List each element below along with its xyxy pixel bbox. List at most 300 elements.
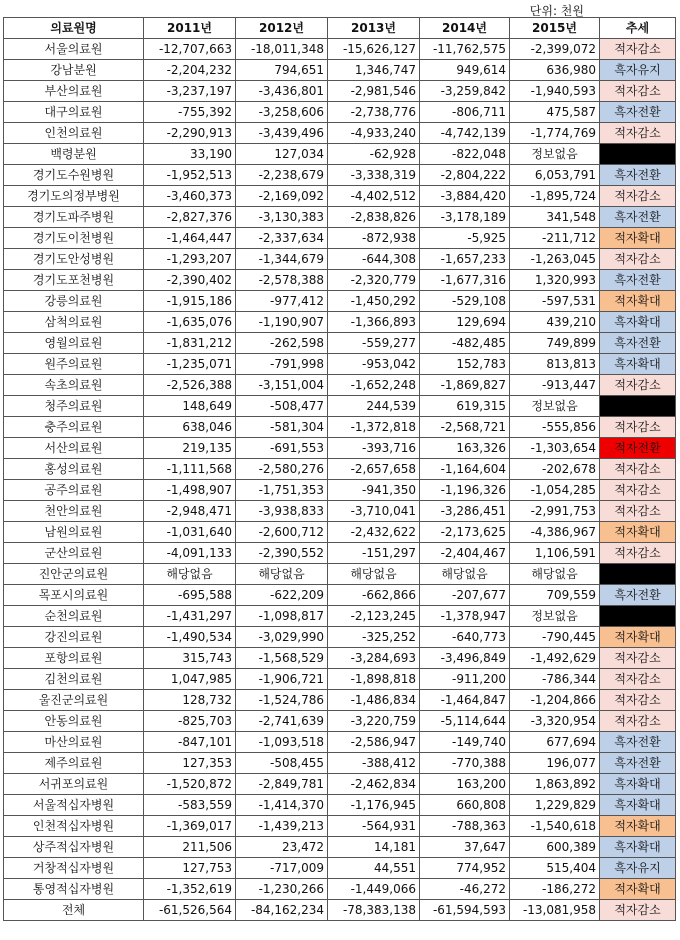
hospital-name-cell: 경기도파주병원	[4, 207, 144, 228]
hospital-name-cell: 서울의료원	[4, 39, 144, 60]
trend-cell	[600, 564, 676, 585]
value-cell: 6,053,791	[510, 165, 600, 186]
table-row	[4, 459, 676, 480]
hospital-name-cell: 마산의료원	[4, 732, 144, 753]
table-row	[4, 795, 676, 816]
value-cell: -15,626,127	[328, 39, 420, 60]
value-cell: -2,290,913	[144, 123, 236, 144]
header-2011: 2011년	[144, 18, 236, 39]
value-cell: -3,178,189	[420, 207, 510, 228]
table-row	[4, 711, 676, 732]
table-row	[4, 354, 676, 375]
table-row	[4, 627, 676, 648]
value-cell: -11,762,575	[420, 39, 510, 60]
table-row	[4, 333, 676, 354]
hospital-name-cell: 울진군의료원	[4, 690, 144, 711]
value-cell: -2,390,552	[236, 543, 328, 564]
value-cell: 813,813	[510, 354, 600, 375]
hospital-name-cell: 영월의료원	[4, 333, 144, 354]
hospital-name-cell: 서산의료원	[4, 438, 144, 459]
value-cell: 1,320,993	[510, 270, 600, 291]
hospital-name-cell: 전체	[4, 900, 144, 921]
value-cell: -3,460,373	[144, 186, 236, 207]
value-cell: -597,531	[510, 291, 600, 312]
value-cell: -2,173,625	[420, 522, 510, 543]
value-cell: -3,496,849	[420, 648, 510, 669]
value-cell: -1,915,186	[144, 291, 236, 312]
value-cell: 475,587	[510, 102, 600, 123]
hospital-name-cell: 청주의료원	[4, 396, 144, 417]
value-cell: 677,694	[510, 732, 600, 753]
value-cell: 196,077	[510, 753, 600, 774]
value-cell: -2,838,826	[328, 207, 420, 228]
value-cell: -1,490,534	[144, 627, 236, 648]
trend-cell: 적자확대	[600, 879, 676, 900]
hospital-name-cell: 경기도이천병원	[4, 228, 144, 249]
table-row	[4, 186, 676, 207]
value-cell: -1,524,786	[236, 690, 328, 711]
hospital-name-cell: 강진의료원	[4, 627, 144, 648]
value-cell: -559,277	[328, 333, 420, 354]
value-cell: -1,369,017	[144, 816, 236, 837]
value-cell: -1,486,834	[328, 690, 420, 711]
value-cell: -2,580,276	[236, 459, 328, 480]
value-cell: -2,169,092	[236, 186, 328, 207]
trend-cell: 흑자전환	[600, 732, 676, 753]
hospital-name-cell: 천안의료원	[4, 501, 144, 522]
value-cell: -3,938,833	[236, 501, 328, 522]
trend-cell: 흑자전환	[600, 753, 676, 774]
value-cell: -1,464,447	[144, 228, 236, 249]
value-cell: -581,304	[236, 417, 328, 438]
value-cell: 정보없음	[510, 144, 600, 165]
trend-cell: 흑자전환	[600, 102, 676, 123]
value-cell: -61,594,593	[420, 900, 510, 921]
trend-cell: 적자확대	[600, 627, 676, 648]
hospital-name-cell: 경기도포천병원	[4, 270, 144, 291]
value-cell: -1,111,568	[144, 459, 236, 480]
trend-cell: 적자감소	[600, 480, 676, 501]
value-cell: -18,011,348	[236, 39, 328, 60]
unit-label: 단위: 천원	[529, 4, 584, 18]
trend-cell: 적자감소	[600, 669, 676, 690]
value-cell: 해당없음	[420, 564, 510, 585]
value-cell: -1,568,529	[236, 648, 328, 669]
value-cell: -911,200	[420, 669, 510, 690]
value-cell: -4,386,967	[510, 522, 600, 543]
value-cell: -211,712	[510, 228, 600, 249]
value-cell: -78,383,138	[328, 900, 420, 921]
value-cell: -508,477	[236, 396, 328, 417]
hospital-name-cell: 인천의료원	[4, 123, 144, 144]
value-cell: 44,551	[328, 858, 420, 879]
hospital-name-cell: 속초의료원	[4, 375, 144, 396]
value-cell: -913,447	[510, 375, 600, 396]
value-cell: -61,526,564	[144, 900, 236, 921]
value-cell: -3,710,041	[328, 501, 420, 522]
value-cell: -5,925	[420, 228, 510, 249]
value-cell: -1,031,640	[144, 522, 236, 543]
value-cell: -1,098,817	[236, 606, 328, 627]
hospital-name-cell: 충주의료원	[4, 417, 144, 438]
trend-cell: 흑자확대	[600, 312, 676, 333]
trend-cell: 적자확대	[600, 291, 676, 312]
hospital-name-cell: 홍성의료원	[4, 459, 144, 480]
value-cell: 638,046	[144, 417, 236, 438]
table-row	[4, 60, 676, 81]
table-row	[4, 753, 676, 774]
hospital-name-cell: 남원의료원	[4, 522, 144, 543]
value-cell: -644,308	[328, 249, 420, 270]
value-cell: 211,506	[144, 837, 236, 858]
value-cell: -695,588	[144, 585, 236, 606]
value-cell: -640,773	[420, 627, 510, 648]
value-cell: -186,272	[510, 879, 600, 900]
trend-cell	[600, 144, 676, 165]
hospital-name-cell: 공주의료원	[4, 480, 144, 501]
trend-cell: 흑자전환	[600, 270, 676, 291]
trend-cell: 적자감소	[600, 123, 676, 144]
trend-cell: 흑자유지	[600, 858, 676, 879]
table-row	[4, 732, 676, 753]
value-cell: 해당없음	[328, 564, 420, 585]
table-row	[4, 123, 676, 144]
value-cell: -1,230,266	[236, 879, 328, 900]
value-cell: -2,320,779	[328, 270, 420, 291]
value-cell: -149,740	[420, 732, 510, 753]
value-cell: -2,399,072	[510, 39, 600, 60]
table-row	[4, 228, 676, 249]
value-cell: -5,114,644	[420, 711, 510, 732]
hospital-deficit-table	[3, 17, 676, 921]
table-row	[4, 837, 676, 858]
value-cell: -529,108	[420, 291, 510, 312]
value-cell: -822,048	[420, 144, 510, 165]
value-cell: -1,235,071	[144, 354, 236, 375]
hospital-name-cell: 경기도수원병원	[4, 165, 144, 186]
value-cell: -2,948,471	[144, 501, 236, 522]
value-cell: -1,176,945	[328, 795, 420, 816]
value-cell: -3,258,606	[236, 102, 328, 123]
value-cell: 23,472	[236, 837, 328, 858]
table-row	[4, 39, 676, 60]
hospital-name-cell: 통영적십자병원	[4, 879, 144, 900]
value-cell: -84,162,234	[236, 900, 328, 921]
value-cell: 749,899	[510, 333, 600, 354]
value-cell: 해당없음	[510, 564, 600, 585]
value-cell: 1,863,892	[510, 774, 600, 795]
table-row	[4, 480, 676, 501]
value-cell: -977,412	[236, 291, 328, 312]
value-cell: -791,998	[236, 354, 328, 375]
value-cell: -2,827,376	[144, 207, 236, 228]
value-cell: -1,492,629	[510, 648, 600, 669]
value-cell: 949,614	[420, 60, 510, 81]
value-cell: -393,716	[328, 438, 420, 459]
value-cell: -1,372,818	[328, 417, 420, 438]
table-row	[4, 879, 676, 900]
value-cell: -46,272	[420, 879, 510, 900]
header-2012: 2012년	[236, 18, 328, 39]
hospital-name-cell: 백령분원	[4, 144, 144, 165]
value-cell: -1,414,370	[236, 795, 328, 816]
value-cell: 1,047,985	[144, 669, 236, 690]
value-cell: 315,743	[144, 648, 236, 669]
value-cell: -2,991,753	[510, 501, 600, 522]
table-row	[4, 648, 676, 669]
hospital-name-cell: 안동의료원	[4, 711, 144, 732]
value-cell: 660,808	[420, 795, 510, 816]
table-row	[4, 816, 676, 837]
hospital-name-cell: 대구의료원	[4, 102, 144, 123]
value-cell: 219,135	[144, 438, 236, 459]
hospital-name-cell: 삼척의료원	[4, 312, 144, 333]
value-cell: -1,751,353	[236, 480, 328, 501]
value-cell: 정보없음	[510, 606, 600, 627]
value-cell: 636,980	[510, 60, 600, 81]
value-cell: -872,938	[328, 228, 420, 249]
value-cell: -262,598	[236, 333, 328, 354]
table-row	[4, 774, 676, 795]
table-row	[4, 396, 676, 417]
value-cell: 정보없음	[510, 396, 600, 417]
trend-cell: 적자확대	[600, 522, 676, 543]
value-cell: -1,378,947	[420, 606, 510, 627]
value-cell: -1,869,827	[420, 375, 510, 396]
trend-cell: 흑자전환	[600, 207, 676, 228]
value-cell: 127,353	[144, 753, 236, 774]
table-row	[4, 207, 676, 228]
hospital-name-cell: 강남분원	[4, 60, 144, 81]
trend-cell: 흑자확대	[600, 774, 676, 795]
value-cell: -2,462,834	[328, 774, 420, 795]
trend-cell: 흑자전환	[600, 165, 676, 186]
hospital-name-cell: 거창적십자병원	[4, 858, 144, 879]
value-cell: -770,388	[420, 753, 510, 774]
value-cell: -2,586,947	[328, 732, 420, 753]
hospital-name-cell: 경기도안성병원	[4, 249, 144, 270]
value-cell: 341,548	[510, 207, 600, 228]
trend-cell: 적자감소	[600, 249, 676, 270]
value-cell: -207,677	[420, 585, 510, 606]
header-2013: 2013년	[328, 18, 420, 39]
value-cell: -755,392	[144, 102, 236, 123]
value-cell: -1,898,818	[328, 669, 420, 690]
value-cell: -13,081,958	[510, 900, 600, 921]
trend-cell: 적자감소	[600, 711, 676, 732]
hospital-name-cell: 진안군의료원	[4, 564, 144, 585]
value-cell: 해당없음	[236, 564, 328, 585]
value-cell: -1,303,654	[510, 438, 600, 459]
value-cell: -2,738,776	[328, 102, 420, 123]
value-cell: -3,284,693	[328, 648, 420, 669]
trend-cell: 적자감소	[600, 900, 676, 921]
value-cell: -2,204,232	[144, 60, 236, 81]
hospital-name-cell: 포항의료원	[4, 648, 144, 669]
hospital-name-cell: 서울적십자병원	[4, 795, 144, 816]
value-cell: 439,210	[510, 312, 600, 333]
header-name: 의료원명	[4, 18, 144, 39]
value-cell: -1,520,872	[144, 774, 236, 795]
table-row	[4, 690, 676, 711]
trend-cell	[600, 396, 676, 417]
value-cell: -2,432,622	[328, 522, 420, 543]
trend-cell: 적자감소	[600, 648, 676, 669]
value-cell: -325,252	[328, 627, 420, 648]
trend-cell: 적자감소	[600, 39, 676, 60]
value-cell: -1,054,285	[510, 480, 600, 501]
trend-cell	[600, 606, 676, 627]
hospital-name-cell: 김천의료원	[4, 669, 144, 690]
hospital-name-cell: 순천의료원	[4, 606, 144, 627]
value-cell: -3,151,004	[236, 375, 328, 396]
value-cell: -555,856	[510, 417, 600, 438]
table-row	[4, 102, 676, 123]
value-cell: -4,742,139	[420, 123, 510, 144]
value-cell: -1,677,316	[420, 270, 510, 291]
value-cell: -953,042	[328, 354, 420, 375]
value-cell: -3,259,842	[420, 81, 510, 102]
value-cell: 1,106,591	[510, 543, 600, 564]
value-cell: 128,732	[144, 690, 236, 711]
value-cell: -2,526,388	[144, 375, 236, 396]
value-cell: -1,940,593	[510, 81, 600, 102]
header-2015: 2015년	[510, 18, 600, 39]
value-cell: -1,464,847	[420, 690, 510, 711]
value-cell: -3,439,496	[236, 123, 328, 144]
value-cell: -151,297	[328, 543, 420, 564]
value-cell: -1,344,679	[236, 249, 328, 270]
hospital-name-cell: 목포시의료원	[4, 585, 144, 606]
value-cell: -1,190,907	[236, 312, 328, 333]
value-cell: -1,164,604	[420, 459, 510, 480]
value-cell: -1,774,769	[510, 123, 600, 144]
value-cell: -2,804,222	[420, 165, 510, 186]
table-row	[4, 417, 676, 438]
trend-cell: 흑자유지	[600, 60, 676, 81]
trend-cell: 적자감소	[600, 543, 676, 564]
value-cell: -847,101	[144, 732, 236, 753]
hospital-name-cell: 강릉의료원	[4, 291, 144, 312]
value-cell: -2,600,712	[236, 522, 328, 543]
value-cell: 148,649	[144, 396, 236, 417]
trend-cell: 적자전환	[600, 438, 676, 459]
value-cell: -2,568,721	[420, 417, 510, 438]
hospital-name-cell: 상주적십자병원	[4, 837, 144, 858]
value-cell: -2,849,781	[236, 774, 328, 795]
value-cell: 515,404	[510, 858, 600, 879]
value-cell: -1,952,513	[144, 165, 236, 186]
value-cell: -12,707,663	[144, 39, 236, 60]
value-cell: 244,539	[328, 396, 420, 417]
trend-cell: 적자확대	[600, 816, 676, 837]
value-cell: -662,866	[328, 585, 420, 606]
table-row	[4, 144, 676, 165]
value-cell: -1,352,619	[144, 879, 236, 900]
value-cell: -508,455	[236, 753, 328, 774]
value-cell: -717,009	[236, 858, 328, 879]
value-cell: -388,412	[328, 753, 420, 774]
value-cell: -1,831,212	[144, 333, 236, 354]
header-2014: 2014년	[420, 18, 510, 39]
table-row	[4, 312, 676, 333]
table-row	[4, 291, 676, 312]
trend-cell: 흑자확대	[600, 795, 676, 816]
value-cell: 129,694	[420, 312, 510, 333]
value-cell: -2,657,658	[328, 459, 420, 480]
table-body	[4, 39, 676, 921]
value-cell: 163,326	[420, 438, 510, 459]
hospital-name-cell: 인천적십자병원	[4, 816, 144, 837]
value-cell: -3,237,197	[144, 81, 236, 102]
header-row	[4, 18, 676, 39]
trend-cell: 적자확대	[600, 228, 676, 249]
value-cell: -202,678	[510, 459, 600, 480]
value-cell: -3,320,954	[510, 711, 600, 732]
table-row	[4, 669, 676, 690]
value-cell: -2,981,546	[328, 81, 420, 102]
value-cell: 709,559	[510, 585, 600, 606]
value-cell: -3,029,990	[236, 627, 328, 648]
hospital-name-cell: 제주의료원	[4, 753, 144, 774]
value-cell: -3,884,420	[420, 186, 510, 207]
value-cell: -1,906,721	[236, 669, 328, 690]
trend-cell: 흑자전환	[600, 333, 676, 354]
value-cell: -3,220,759	[328, 711, 420, 732]
value-cell: 127,753	[144, 858, 236, 879]
hospital-name-cell: 부산의료원	[4, 81, 144, 102]
value-cell: -2,238,679	[236, 165, 328, 186]
trend-cell: 흑자확대	[600, 837, 676, 858]
value-cell: -1,093,518	[236, 732, 328, 753]
table-row	[4, 81, 676, 102]
value-cell: 1,229,829	[510, 795, 600, 816]
value-cell: -4,402,512	[328, 186, 420, 207]
value-cell: -2,741,639	[236, 711, 328, 732]
value-cell: 1,346,747	[328, 60, 420, 81]
value-cell: -1,263,045	[510, 249, 600, 270]
value-cell: -3,130,383	[236, 207, 328, 228]
trend-cell: 흑자확대	[600, 354, 676, 375]
table-row	[4, 501, 676, 522]
value-cell: 600,389	[510, 837, 600, 858]
table-row	[4, 438, 676, 459]
value-cell: -1,895,724	[510, 186, 600, 207]
value-cell: -1,431,297	[144, 606, 236, 627]
table-row	[4, 522, 676, 543]
value-cell: 37,647	[420, 837, 510, 858]
value-cell: -3,338,319	[328, 165, 420, 186]
value-cell: -2,123,245	[328, 606, 420, 627]
table-row	[4, 543, 676, 564]
value-cell: -1,204,866	[510, 690, 600, 711]
table-row	[4, 270, 676, 291]
trend-cell: 적자감소	[600, 459, 676, 480]
value-cell: -62,928	[328, 144, 420, 165]
value-cell: -1,450,292	[328, 291, 420, 312]
value-cell: -788,363	[420, 816, 510, 837]
value-cell: -4,091,133	[144, 543, 236, 564]
value-cell: -790,445	[510, 627, 600, 648]
table-row	[4, 858, 676, 879]
trend-cell: 적자감소	[600, 375, 676, 396]
table-row	[4, 375, 676, 396]
table-row	[4, 900, 676, 921]
table-row	[4, 564, 676, 585]
hospital-name-cell: 원주의료원	[4, 354, 144, 375]
value-cell: -2,337,634	[236, 228, 328, 249]
value-cell: -2,404,467	[420, 543, 510, 564]
